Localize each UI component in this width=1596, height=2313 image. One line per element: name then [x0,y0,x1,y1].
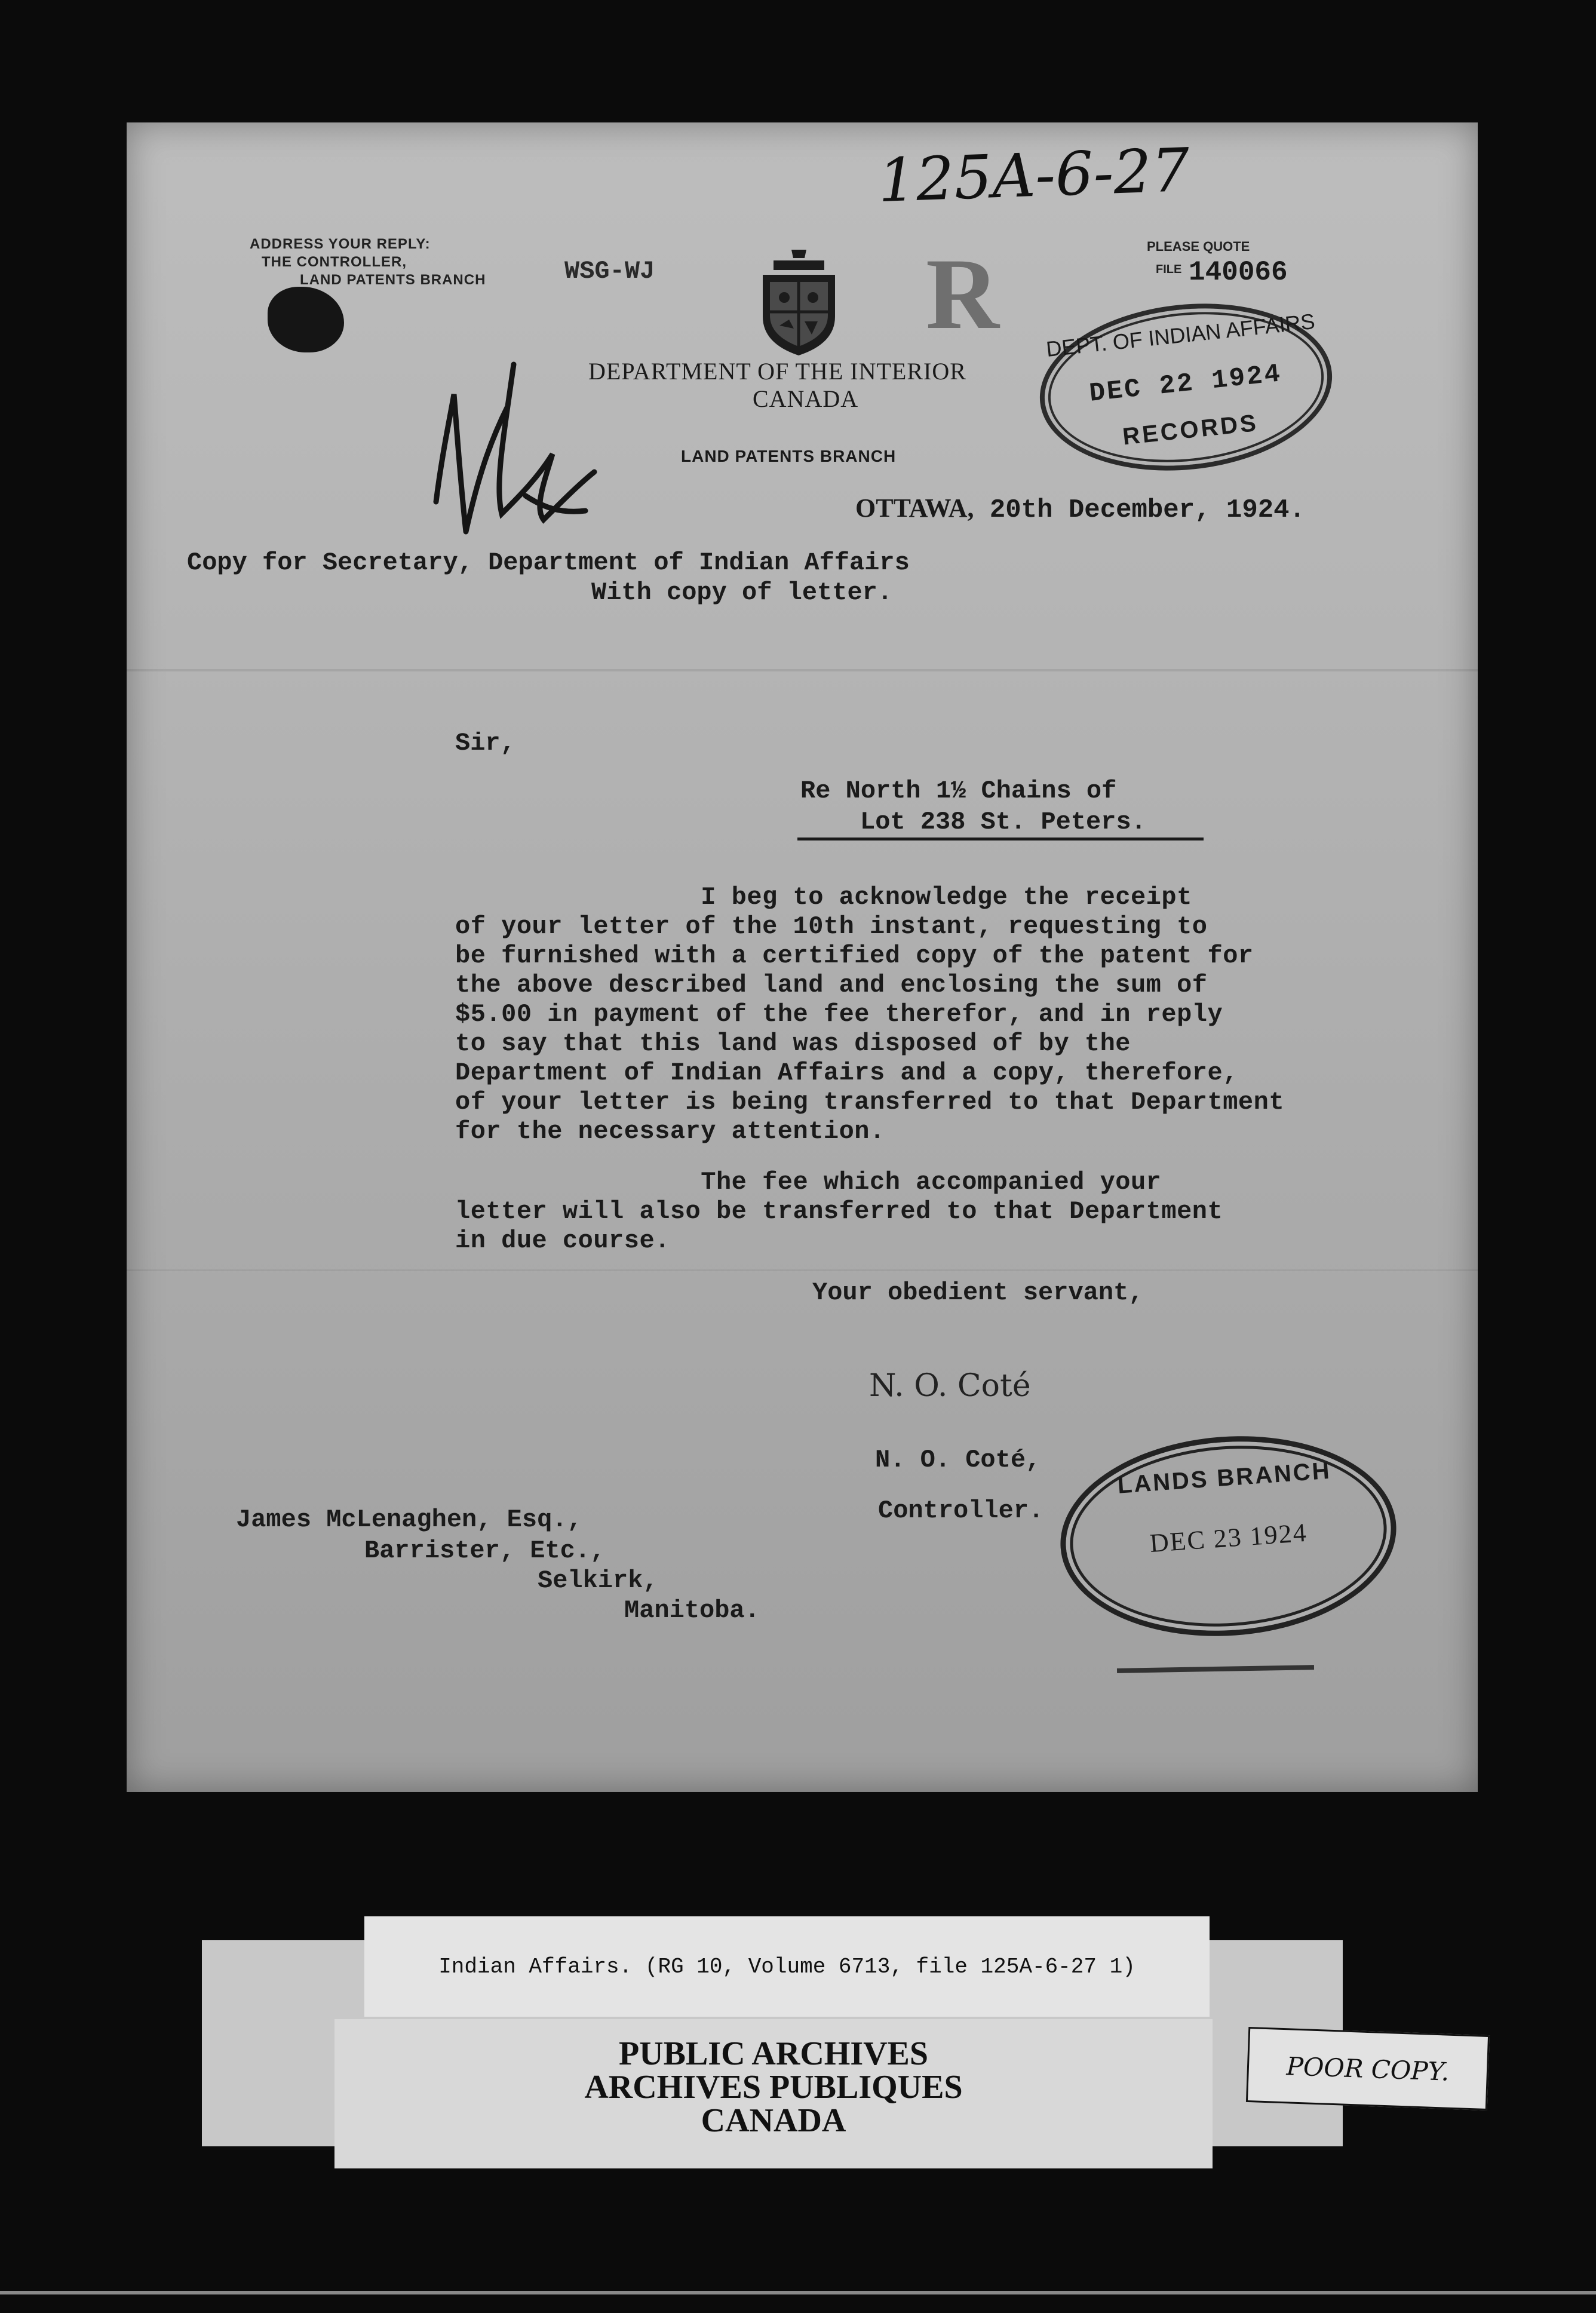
address-reply-line: LAND PATENTS BRANCH [300,272,486,288]
signatory-name: N. O. Coté, [875,1446,1041,1474]
citation-text: Indian Affairs. (RG 10, Volume 6713, file 125A-6-27 1) [438,1954,1135,1979]
body-line: The fee which accompanied your [455,1168,1162,1197]
body-line: be furnished with a certified copy of the patent for [455,941,1254,970]
address-reply-line: ADDRESS YOUR REPLY: [250,236,431,252]
subject-line: Re North 1½ Chains of [800,777,1117,805]
signatory-title: Controller. [878,1496,1044,1525]
letter-date-line [855,493,1305,525]
stamp-branch-text: LANDS BRANCH [1116,1457,1332,1499]
addressee-line: Manitoba. [624,1596,760,1625]
handwritten-signature: N. O. Coté [869,1368,1031,1404]
poor-copy-tag: POOR COPY. [1246,2027,1490,2110]
archives-label [334,2019,1213,2168]
fold-line [127,1269,1478,1271]
archives-line: PUBLIC ARCHIVES [618,2035,929,2072]
stamp-records-text: RECORDS [1121,409,1260,450]
body-line: of your letter is being transferred to that Department [455,1088,1285,1116]
registered-mark: R [926,238,999,350]
file-number: 140066 [1189,257,1288,288]
date-place: OTTAWA, [855,493,974,523]
body-line: Department of Indian Affairs and a copy, therefore, [455,1059,1238,1087]
subject-underline [797,838,1204,840]
copy-note-line: With copy of letter. [591,578,893,607]
addressee-line: Barrister, Etc., [364,1536,606,1565]
body-line: to say that this land was disposed of by the [455,1029,1131,1058]
fold-line [127,669,1478,671]
citation-label [364,1916,1210,2017]
body-line: $5.00 in payment of the fee therefor, and in reply [455,1000,1223,1029]
reference-code: WSG-WJ [564,257,655,286]
stamp-date: DEC 23 1924 [1149,1517,1309,1559]
body-line: of your letter of the 10th instant, requesting to [455,912,1208,941]
body-line: letter will also be transferred to that Department [455,1197,1223,1226]
copy-note-line: Copy for Secretary, Department of Indian Affairs [187,548,910,577]
addressee-line: Selkirk, [538,1566,658,1595]
body-line: the above described land and enclosing the sum of [455,971,1208,999]
body-paragraph [455,883,1284,1146]
body-line: in due course. [455,1226,670,1255]
archives-line: ARCHIVES PUBLIQUES [584,2069,963,2106]
body-line: I beg to acknowledge the receipt [455,883,1192,912]
stamp-date: DEC 22 1924 [1088,359,1284,409]
address-reply-line: THE CONTROLLER, [262,254,407,270]
closing: Your obedient servant, [812,1278,1144,1307]
body-line: for the necessary attention. [455,1117,885,1146]
letter-date: 20th December, 1924. [989,495,1305,525]
stamp-department-text: DEPT. OF INDIAN AFFAIRS [1045,308,1316,361]
file-prefix: FILE [1156,263,1182,276]
branch-name: LAND PATENTS BRANCH [681,447,897,465]
bottom-rule [0,2291,1596,2294]
subject-line: Lot 238 St. Peters. [860,808,1146,836]
salutation: Sir, [455,729,515,757]
archives-line: CANADA [701,2102,846,2139]
addressee-line: James McLenaghen, Esq., [236,1505,582,1534]
handwritten-file-number: 125A-6-27 [877,134,1191,216]
department-country: CANADA [753,385,859,412]
department-name: DEPARTMENT OF THE INTERIOR [588,358,966,385]
quote-label: PLEASE QUOTE [1147,239,1250,254]
body-paragraph [455,1168,1223,1256]
coat-of-arms-icon [756,245,842,358]
initials-scrawl [424,358,603,544]
